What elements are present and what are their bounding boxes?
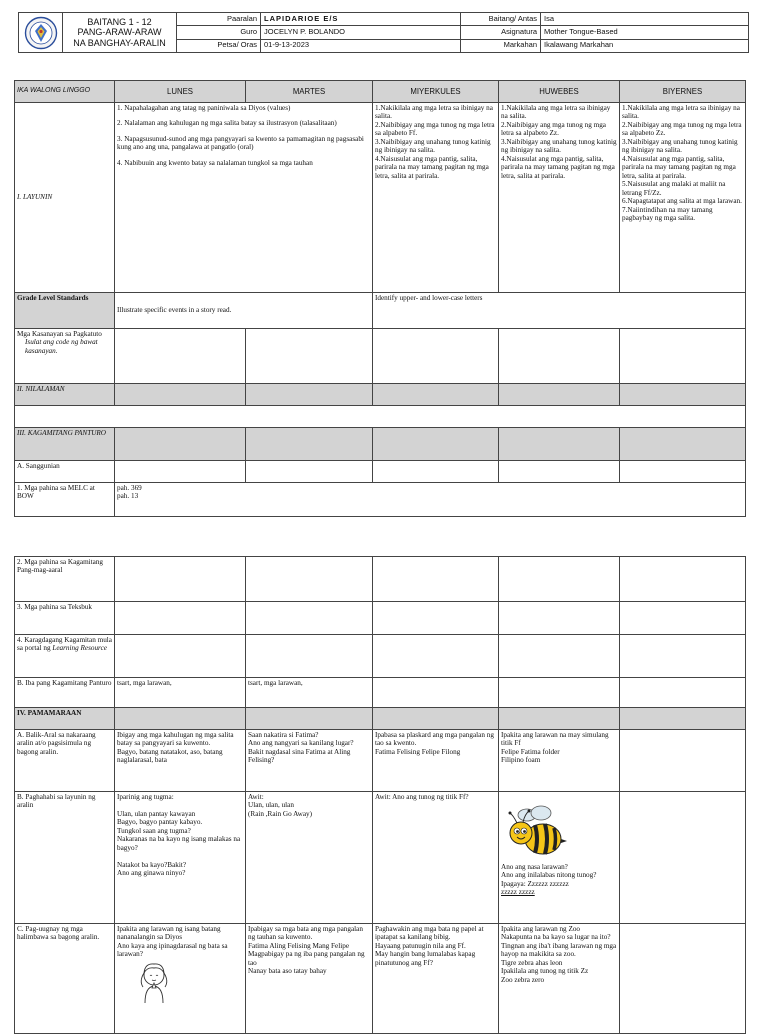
layunin-miyerkules: 1.Nakikilala ang mga letra sa ibinigay na salita. 2.Naibibigay ang mga tunog ng mga letra sa alpabeto Ff. 3.Naibibigay ang unahang tunog katinig ng ibinigay na salita. 4.Naisusulat ang mga pantig, salita, parirala na may tamang pagitan ng mga letra, salita at parirala. [373,103,499,293]
asignatura-label: Asignatura [461,26,541,39]
kpm-huwebes [499,557,620,602]
baitang-value: Isa [541,13,749,26]
nilalaman-biyernes [620,384,746,406]
grade-level-miyerkules: Identify upper- and lower-case letters [373,293,746,329]
kagamitan-miyerkules [373,428,499,461]
paghahabi-biyernes [620,792,746,924]
deped-seal-icon [24,16,58,50]
iba-pang-huwebes [499,678,620,708]
lesson-plan-table-1 [14,80,746,517]
layunin-huwebes: 1.Nakikilala ang mga letra sa ibinigay na salita. 2.Naibibigay ang mga tunog ng mga letra sa alpabeto Zz. 3.Naibibigay ang unahang tunog katinig ng ibinigay na salita. 4.Naisusulat ang mga pantig, salita, parirala na may tamang pagitan ng mga letra, salita at parirala. [499,103,620,293]
day-martes: MARTES [246,81,373,103]
sanggunian-label: A. Sanggunian [15,461,115,483]
kasanayan-huwebes [499,329,620,384]
karagdagang-martes [246,635,373,678]
balik-aral-lunes: Ibigay ang mga kahulugan ng mga salita batay sa pangyayari sa kuwento. Bagyo, batang natatakot, aso, batang naglalarasal, bata [115,730,246,792]
iba-pang-miyerkules [373,678,499,708]
petsa-value: 01-9-13-2023 [261,39,461,52]
lesson-plan-table-2 [14,556,746,1034]
pamamaraan-lunes [115,708,246,730]
paghahabi-huwebes [499,792,620,924]
paaralan-value: LAPIDARIOE E/S [261,13,461,26]
guro-label: Guro [177,26,261,39]
teksbuk-huwebes [499,602,620,635]
grade-level-label: Grade Level Standards [15,293,115,329]
kasanayan-lunes [115,329,246,384]
markahan-label: Markahan [461,39,541,52]
baitang-label: Baitang/ Antas [461,13,541,26]
nilalaman-content [15,406,746,428]
layunin-label: I. LAYUNIN [15,103,115,293]
iba-pang-label: B. Iba pang Kagamitang Panturo [15,678,115,708]
nilalaman-lunes [115,384,246,406]
balik-aral-huwebes: Ipakita ang larawan na may simulang titik Ff Felipe Fatima folder Filipino foam [499,730,620,792]
plan-title: BAITANG 1 - 12 PANG-ARAW-ARAW NA BANGHAY-ARALIN [63,13,177,53]
header-table [18,12,749,53]
paghahabi-miyerkules: Awit: Ano ang tunog ng titik Ff? [373,792,499,924]
teksbuk-lunes [115,602,246,635]
deped-logo [19,13,63,53]
paghahabi-huwebes-caption: Ano ang nasa larawan? Ano ang inilalabas nitong tunog? Ipagaya: Zzzzzz zzzzzz [501,863,597,888]
week-label: IKA WALONG LINGGO [15,81,115,103]
iba-pang-lunes: tsart, mga larawan, [115,678,246,708]
balik-aral-biyernes [620,730,746,792]
pamamaraan-huwebes [499,708,620,730]
iba-pang-biyernes [620,678,746,708]
sanggunian-lunes [115,461,246,483]
kagamitan-lunes [115,428,246,461]
paghahabi-martes: Awit: Ulan, ulan, ulan (Rain ,Rain Go Away) [246,792,373,924]
day-miyerkules: MIYERKULES [373,81,499,103]
markahan-value: Ikalawang Markahan [541,39,749,52]
layunin-biyernes: 1.Nakikilala ang mga letra sa ibinigay na salita. 2.Naibibigay ang mga tunog ng mga letra sa alpabeto Zz. 3.Naibibigay ang unahang tunog katinig ng ibinigay na salita. 4.Naisusulat ang mga pantig, salita, parirala na may tamang pagitan ng mga letra, salita at parirala. 5.Naisusulat ang malaki at maliit na letrang Ff/Zz. 6.Napagtatapat ang salita at mga larawan. 7.Naiintindihan na may tamang pagbaybay ng mga salita. [620,103,746,293]
pamamaraan-biyernes [620,708,746,730]
kasanayan-miyerkules [373,329,499,384]
asignatura-value: Mother Tongue-Based [541,26,749,39]
day-biyernes: BIYERNES [620,81,746,103]
pamamaraan-label: IV. PAMAMARAAN [15,708,115,730]
melc-lunes: pah. 369 pah. 13 [115,483,746,517]
nilalaman-martes [246,384,373,406]
karagdagang-lunes [115,635,246,678]
pamamaraan-miyerkules [373,708,499,730]
nilalaman-huwebes [499,384,620,406]
kpm-biyernes [620,557,746,602]
petsa-label: Petsa/ Oras [177,39,261,52]
kasanayan-martes [246,329,373,384]
paghahabi-label: B. Paghahabi sa layunin ng aralin [15,792,115,924]
kasanayan-label: Mga Kasanayan sa Pagkatuto Isulat ang code ng bawat kasanayan. [15,329,115,384]
day-lunes: LUNES [115,81,246,103]
bee-icon [505,803,569,863]
sanggunian-huwebes [499,461,620,483]
kpm-miyerkules [373,557,499,602]
pag-uugnay-miyerkules: Paghawakin ang mga bata ng papel at ipatapat sa kanilang bibig. Hayaang patunugin nila ang Ff. May hangin bang lumalabas kapag pinatutunog ang Ff? [373,924,499,1034]
paghahabi-huwebes-caption2: zzzzz zzzzz [501,888,535,897]
kasanayan-biyernes [620,329,746,384]
teksbuk-biyernes [620,602,746,635]
praying-girl-icon [131,961,177,1003]
paghahabi-lunes: Iparinig ang tugma: Ulan, ulan pantay kawayan Bagyo, bagyo pantay kabayo. Tungkol saan ang tugma? Nakaranas na ba kayo ng isang malakas na bagyo? Natakot ba kayo?Bakit? Ano ang ginawa ninyo? [115,792,246,924]
teksbuk-miyerkules [373,602,499,635]
day-huwebes: HUWEBES [499,81,620,103]
iba-pang-martes: tsart, mga larawan, [246,678,373,708]
nilalaman-miyerkules [373,384,499,406]
kpm-lunes [115,557,246,602]
sanggunian-biyernes [620,461,746,483]
melc-label: 1. Mga pahina sa MELC at BOW [15,483,115,517]
kagamitan-biyernes [620,428,746,461]
sanggunian-miyerkules [373,461,499,483]
karagdagang-biyernes [620,635,746,678]
kagamitan-martes [246,428,373,461]
grade-level-lunes: Illustrate specific events in a story read. [115,293,373,329]
kpm-martes [246,557,373,602]
pag-uugnay-huwebes: Ipakita ang larawan ng Zoo Nakapunta na ba kayo sa lugar na ito? Tingnan ang iba't ibang larawan ng mga hayop na makikita sa zoo. Tigre zebra ahas leon Ipakilala ang tunog ng titik Zz Zoo zebra zero [499,924,620,1034]
teksbuk-martes [246,602,373,635]
nilalaman-label: II. NILALAMAN [15,384,115,406]
pag-uugnay-lunes: Ipakita ang larawan ng isang batang nananalangin sa Diyos Ano kaya ang ipinagdarasal ng bata sa larawan? [115,924,246,1034]
kagamitan-label: III. KAGAMITANG PANTURO [15,428,115,461]
kagamitang-pang-mag-aaral-label: 2. Mga pahina sa Kagamitang Pang-mag-aaral [15,557,115,602]
balik-aral-miyerkules: Ipabasa sa plaskard ang mga pangalan ng tao sa kwento. Fatima Felising Felipe Filong [373,730,499,792]
pag-uugnay-label: C. Pag-uugnay ng mga halimbawa sa bagong aralin. [15,924,115,1034]
paaralan-label: Paaralan [177,13,261,26]
layunin-lunes: 1. Napahalagahan ang tatag ng paniniwala sa Diyos (values) 2. Nalalaman ang kahulugan ng mga salita batay sa ilustrasyon (talasalitaan) 3. Napagsusunud-sunod ang mga pangyayari sa kwento sa pamamagitan ng pagsasabi kung ano ang una, pangalawa at pangatlo (oral) 4. Nabibuuin ang kwento batay sa nalalaman tungkol sa mga tauhan [115,103,373,293]
karagdagang-label: 4. Karagdagang Kagamitan mula sa portal ng Learning Resource [15,635,115,678]
karagdagang-miyerkules [373,635,499,678]
pag-uugnay-biyernes [620,924,746,1034]
balik-aral-label: A. Balik-Aral sa nakaraang aralin at/o pagsisimula ng bagong aralin. [15,730,115,792]
karagdagang-huwebes [499,635,620,678]
sanggunian-martes [246,461,373,483]
balik-aral-martes: Saan nakatira si Fatima? Ano ang nangyari sa kanilang lugar? Bakit nagdasal sina Fatima at Aling Felising? [246,730,373,792]
pag-uugnay-martes: Ipabigay sa mga bata ang mga pangalan ng tauhan sa kuwento. Fatima Aling Felising Mang Felipe Magpabigay pa ng iba pang pangalan ng tao Nanay bata aso tatay bahay [246,924,373,1034]
kagamitan-huwebes [499,428,620,461]
teksbuk-label: 3. Mga pahina sa Teksbuk [15,602,115,635]
guro-value: JOCELYN P. BOLANDO [261,26,461,39]
pamamaraan-martes [246,708,373,730]
